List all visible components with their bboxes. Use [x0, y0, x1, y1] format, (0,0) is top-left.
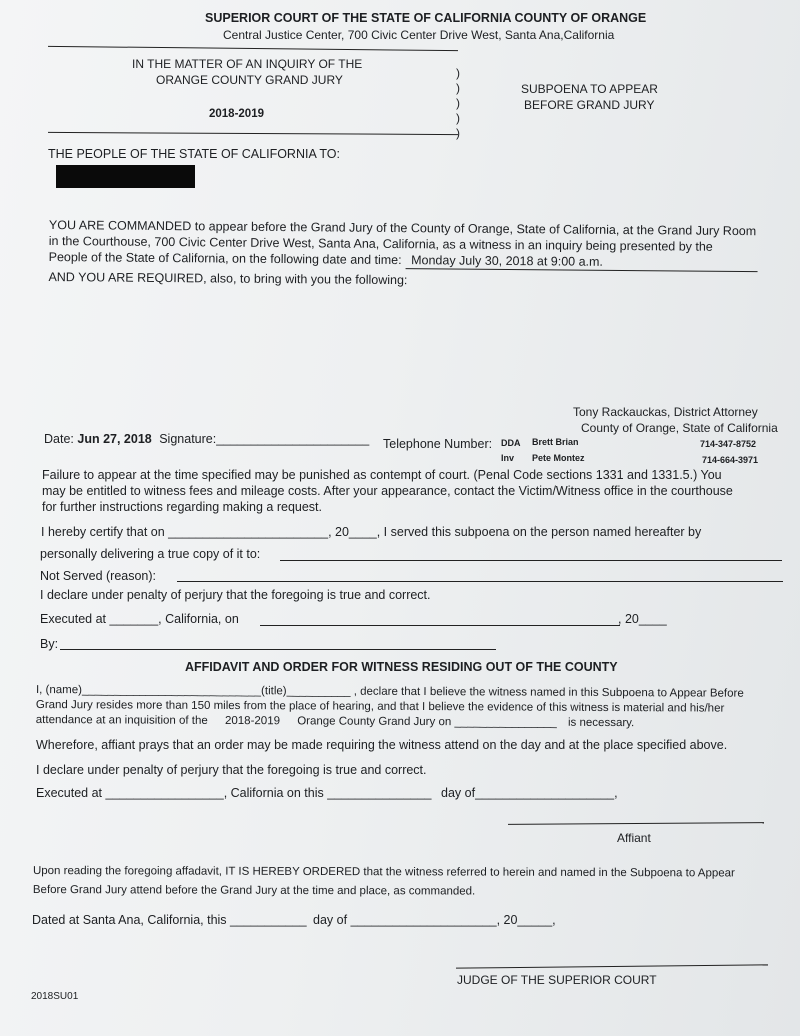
affidavit-executed-label: Executed at: [36, 786, 103, 800]
failure-line2: may be entitled to witness fees and mileage costs. After your appearance, contact the Victim/Witness office in the courthouse: [42, 484, 733, 498]
affidavit-declaration: I declare under penalty of perjury that the foregoing is true and correct.: [36, 763, 427, 777]
court-title: SUPERIOR COURT OF THE STATE OF CALIFORNIA COUNTY OF ORANGE: [205, 11, 647, 25]
command-paragraph: [48, 217, 757, 291]
affidavit-line3-a: attendance at an inquisition of the: [35, 713, 208, 727]
executed-date-blank[interactable]: [260, 625, 620, 626]
california-on-label: , California, on: [158, 612, 239, 626]
affidavit-california-label: , California on this: [223, 786, 324, 800]
header-rule: [48, 46, 458, 51]
required-lead: AND YOU ARE REQUIRED: [48, 269, 204, 286]
executed-year: [618, 612, 667, 626]
da-county: County of Orange, State of California: [581, 421, 778, 435]
caption-rule: [48, 132, 458, 135]
matter-line2: ORANGE COUNTY GRAND JURY: [156, 73, 343, 87]
caption-paren: ): [456, 126, 460, 140]
caption-paren: ): [456, 111, 460, 125]
not-served-blank[interactable]: [177, 581, 783, 582]
court-address: Central Justice Center, 700 Civic Center Drive West, Santa Ana,California: [223, 28, 615, 42]
command-lead: YOU ARE COMMANDED: [48, 217, 192, 234]
affidavit-name-label: I, (name): [35, 684, 83, 697]
year-blank[interactable]: ____: [638, 612, 667, 626]
date-value: Jun 27, 2018: [77, 432, 152, 446]
da-name: Tony Rackauckas, District Attorney: [573, 405, 758, 419]
not-served-label: Not Served (reason):: [40, 569, 157, 583]
dated-day-of-label: day of: [313, 913, 348, 927]
affidavit-place-blank[interactable]: _________________: [105, 786, 224, 800]
dated-year[interactable]: , 20_____,: [496, 913, 556, 927]
grand-jury-term: 2018-2019: [209, 108, 264, 120]
affidavit-line2: Grand Jury resides more than 150 miles from the place of hearing, and that I believe the evidence of this witness is material and his/her: [35, 698, 725, 715]
required-rest: , also, to bring with you the following:: [203, 271, 408, 288]
signature-blank[interactable]: ______________________: [216, 432, 370, 446]
doc-title-line2: BEFORE GRAND JURY: [524, 98, 655, 112]
failure-line1: Failure to appear at the time specified may be punished as contempt of court. (Penal Code sections 1331 and 1331.5.) You: [42, 468, 722, 482]
order-paragraph: [33, 862, 735, 902]
failure-line3: for further instructions regarding making a request.: [42, 500, 322, 514]
dated-row: [32, 913, 556, 927]
failure-notice: [42, 467, 733, 515]
executed-at-blank[interactable]: _______: [109, 612, 159, 626]
certify-text-a: I hereby certify that on: [41, 525, 165, 539]
judge-signature-line[interactable]: [456, 964, 768, 968]
signature-label: Signature:: [159, 432, 217, 446]
contact-phone: 714-347-8752: [700, 439, 757, 449]
order-line2: Before Grand Jury attend before the Grand Jury at the time and place, as commanded.: [32, 883, 476, 898]
wherefore-text: Wherefore, affiant prays that an order may be made requiring the witness attend on the day and at the place specified above.: [36, 738, 728, 752]
affidavit-line3-c: is necessary.: [567, 716, 635, 730]
affidavit-month-blank[interactable]: ____________________,: [475, 786, 618, 800]
order-line1: Upon reading the foregoing affadavit, IT IS HEREBY ORDERED that the witness referred to herein and named in the Subpoena to Appear: [32, 865, 735, 880]
affidavit-term: 2018-2019: [224, 714, 281, 728]
command-line2: in the Courthouse, 700 Civic Center Drive West, Santa Ana, California, as a witness in an inquiry being presented by the: [48, 233, 713, 254]
perjury-declaration: I declare under penalty of perjury that the foregoing is true and correct.: [40, 588, 431, 602]
contact-phone: 714-664-3971: [702, 455, 759, 465]
contact-name: Brett Brian: [532, 437, 579, 447]
dated-day-blank[interactable]: ___________: [230, 913, 307, 927]
affidavit-title: AFFIDAVIT AND ORDER FOR WITNESS RESIDING OUT OF THE COUNTY: [185, 660, 618, 674]
command-line3: People of the State of California, on the following date and time:: [48, 249, 402, 268]
delivering-label: personally delivering a true copy of it to:: [40, 547, 261, 561]
by-label: By:: [40, 637, 59, 651]
caption-paren: ): [456, 96, 460, 110]
affidavit-day-blank[interactable]: _______________: [327, 786, 432, 800]
affiant-signature-line[interactable]: [508, 822, 764, 825]
caption-paren: ): [456, 81, 460, 95]
executed-at-label: Executed at: [40, 612, 107, 626]
affidavit-line3-b: Orange County Grand Jury on: [297, 715, 452, 729]
affidavit-line3-blank[interactable]: ________________: [454, 716, 557, 729]
certify-text-b[interactable]: _______________________, 20____, I served this subpoena on the person named hereafter by: [168, 525, 702, 539]
affidavit-line1[interactable]: ____________________________(title)__________ , declare that I believe the witness named in this Subpoena to Appear Before: [81, 684, 744, 700]
dated-at-label: Dated at Santa Ana, California, this: [32, 913, 227, 927]
contact-role: DDA: [501, 438, 521, 448]
affidavit-day-of-label: day of: [441, 786, 476, 800]
contact-role: Inv: [501, 453, 515, 463]
command-line1: to appear before the Grand Jury of the County of Orange, State of California, at the Grand Jury Room: [191, 219, 757, 239]
telephone-label: Telephone Number:: [383, 437, 493, 451]
twenty-label: , 20: [618, 612, 639, 626]
delivering-blank[interactable]: [280, 560, 782, 561]
people-to: THE PEOPLE OF THE STATE OF CALIFORNIA TO:: [48, 147, 340, 161]
date-label: Date:: [44, 432, 74, 446]
affidavit-paragraph: [36, 683, 744, 732]
certify-row: [41, 525, 701, 539]
affiant-label: Affiant: [617, 831, 651, 845]
by-blank[interactable]: [60, 649, 496, 650]
executed-row: [40, 612, 239, 626]
caption-paren: ): [456, 66, 460, 80]
matter-line1: IN THE MATTER OF AN INQUIRY OF THE: [132, 57, 363, 71]
affidavit-executed-row: [36, 786, 618, 800]
contact-name: Pete Montez: [532, 453, 585, 463]
redacted-name: [56, 165, 195, 188]
signature-row: [44, 432, 369, 446]
dated-month-blank[interactable]: _____________________: [350, 913, 497, 927]
doc-title-line1: SUBPOENA TO APPEAR: [521, 82, 658, 96]
appearance-date-time: Monday July 30, 2018 at 9:00 a.m.: [405, 252, 757, 272]
judge-label: JUDGE OF THE SUPERIOR COURT: [457, 973, 657, 987]
form-code: 2018SU01: [31, 991, 79, 1002]
